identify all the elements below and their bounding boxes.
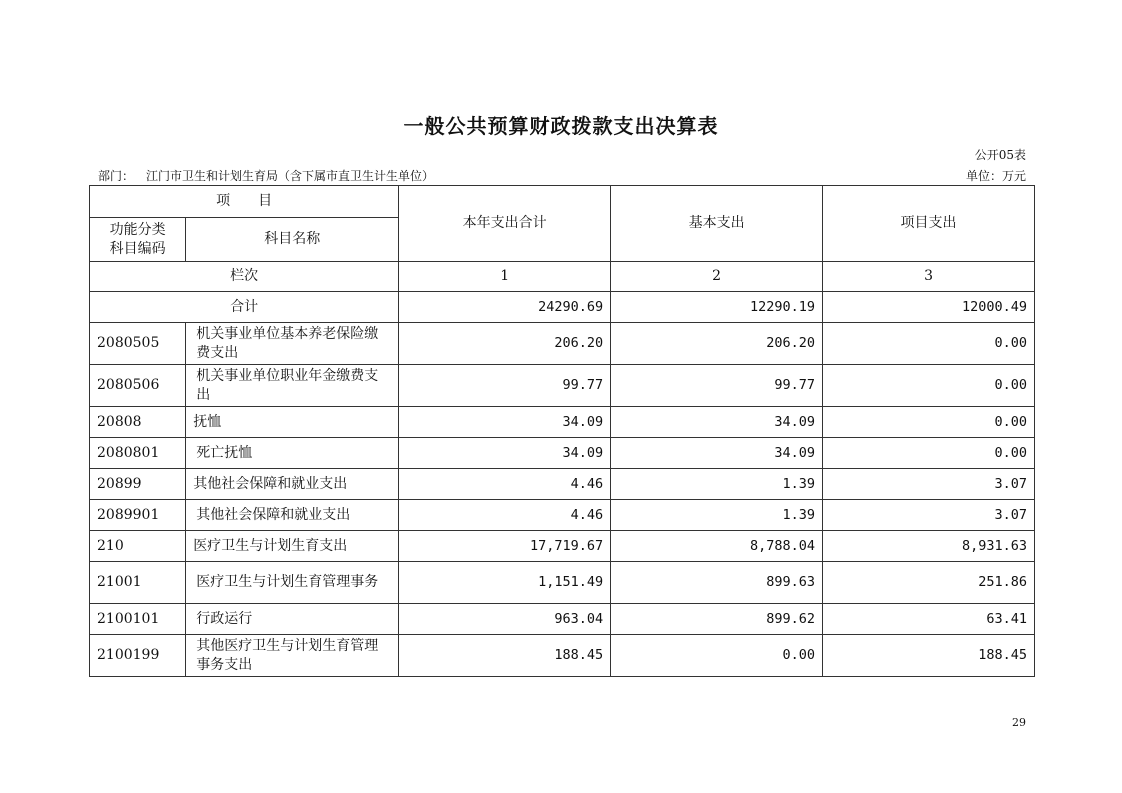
row-basic: 899.62 [611,604,823,635]
department-label: 部门： [98,169,135,183]
table-row [90,438,1035,469]
header-item: 项 目 [90,186,399,218]
row-total: 188.45 [399,635,611,677]
row-code: 2080505 [90,323,186,365]
row-total: 1,151.49 [399,562,611,604]
header-func-code: 功能分类 科目编码 [90,218,186,262]
row-total: 34.09 [399,407,611,438]
row-code: 2100199 [90,635,186,677]
row-name: 死亡抚恤 [186,438,399,469]
summary-project: 12000.49 [823,292,1035,323]
row-name: 抚恤 [186,407,399,438]
row-basic: 0.00 [611,635,823,677]
row-project: 3.07 [823,500,1035,531]
document-meta [98,167,1026,185]
summary-row [90,292,1035,323]
header-subject-name: 科目名称 [186,218,399,262]
row-code: 210 [90,531,186,562]
form-number: 公开05表 [974,148,1026,162]
row-name: 机关事业单位职业年金缴费支出 [186,365,399,407]
page-number: 29 [1012,716,1026,729]
row-total: 963.04 [399,604,611,635]
row-code: 2080506 [90,365,186,407]
table-row [90,469,1035,500]
row-name: 其他社会保障和就业支出 [186,500,399,531]
row-code: 21001 [90,562,186,604]
header-basic: 基本支出 [611,186,823,262]
row-project: 0.00 [823,365,1035,407]
column-index-label: 栏次 [90,262,399,292]
column-index-2: 2 [611,262,823,292]
row-project: 0.00 [823,323,1035,365]
row-project: 63.41 [823,604,1035,635]
row-name: 其他医疗卫生与计划生育管理事务支出 [186,635,399,677]
table-row [90,562,1035,604]
row-code: 2089901 [90,500,186,531]
row-basic: 899.63 [611,562,823,604]
summary-label: 合计 [90,292,399,323]
summary-total: 24290.69 [399,292,611,323]
row-name: 医疗卫生与计划生育管理事务 [186,562,399,604]
row-code: 20808 [90,407,186,438]
row-basic: 1.39 [611,469,823,500]
table-row [90,407,1035,438]
column-index-3: 3 [823,262,1035,292]
row-total: 4.46 [399,469,611,500]
expenditure-table [89,185,1035,677]
row-basic: 99.77 [611,365,823,407]
row-name: 机关事业单位基本养老保险缴费支出 [186,323,399,365]
row-name: 医疗卫生与计划生育支出 [186,531,399,562]
column-index-1: 1 [399,262,611,292]
row-code: 20899 [90,469,186,500]
unit-label: 单位：万元 [965,169,1026,183]
header-total: 本年支出合计 [399,186,611,262]
summary-basic: 12290.19 [611,292,823,323]
row-name: 其他社会保障和就业支出 [186,469,399,500]
table-row [90,500,1035,531]
row-project: 3.07 [823,469,1035,500]
department-info [98,167,434,184]
header-project: 项目支出 [823,186,1035,262]
row-project: 251.86 [823,562,1035,604]
department-name: 江门市卫生和计划生育局（含下属市直卫生计生单位） [146,169,435,183]
row-basic: 34.09 [611,438,823,469]
header-row-1 [90,186,1035,218]
document-title: 一般公共预算财政拨款支出决算表 [403,114,719,138]
row-basic: 34.09 [611,407,823,438]
row-basic: 206.20 [611,323,823,365]
row-project: 188.45 [823,635,1035,677]
table-row [90,635,1035,677]
row-total: 206.20 [399,323,611,365]
row-project: 8,931.63 [823,531,1035,562]
table-row [90,531,1035,562]
row-basic: 8,788.04 [611,531,823,562]
row-project: 0.00 [823,407,1035,438]
row-name: 行政运行 [186,604,399,635]
row-project: 0.00 [823,438,1035,469]
row-total: 34.09 [399,438,611,469]
row-code: 2080801 [90,438,186,469]
row-total: 17,719.67 [399,531,611,562]
row-total: 4.46 [399,500,611,531]
column-index-row [90,262,1035,292]
row-basic: 1.39 [611,500,823,531]
table-row [90,323,1035,365]
row-code: 2100101 [90,604,186,635]
table-row [90,604,1035,635]
table-row [90,365,1035,407]
row-total: 99.77 [399,365,611,407]
